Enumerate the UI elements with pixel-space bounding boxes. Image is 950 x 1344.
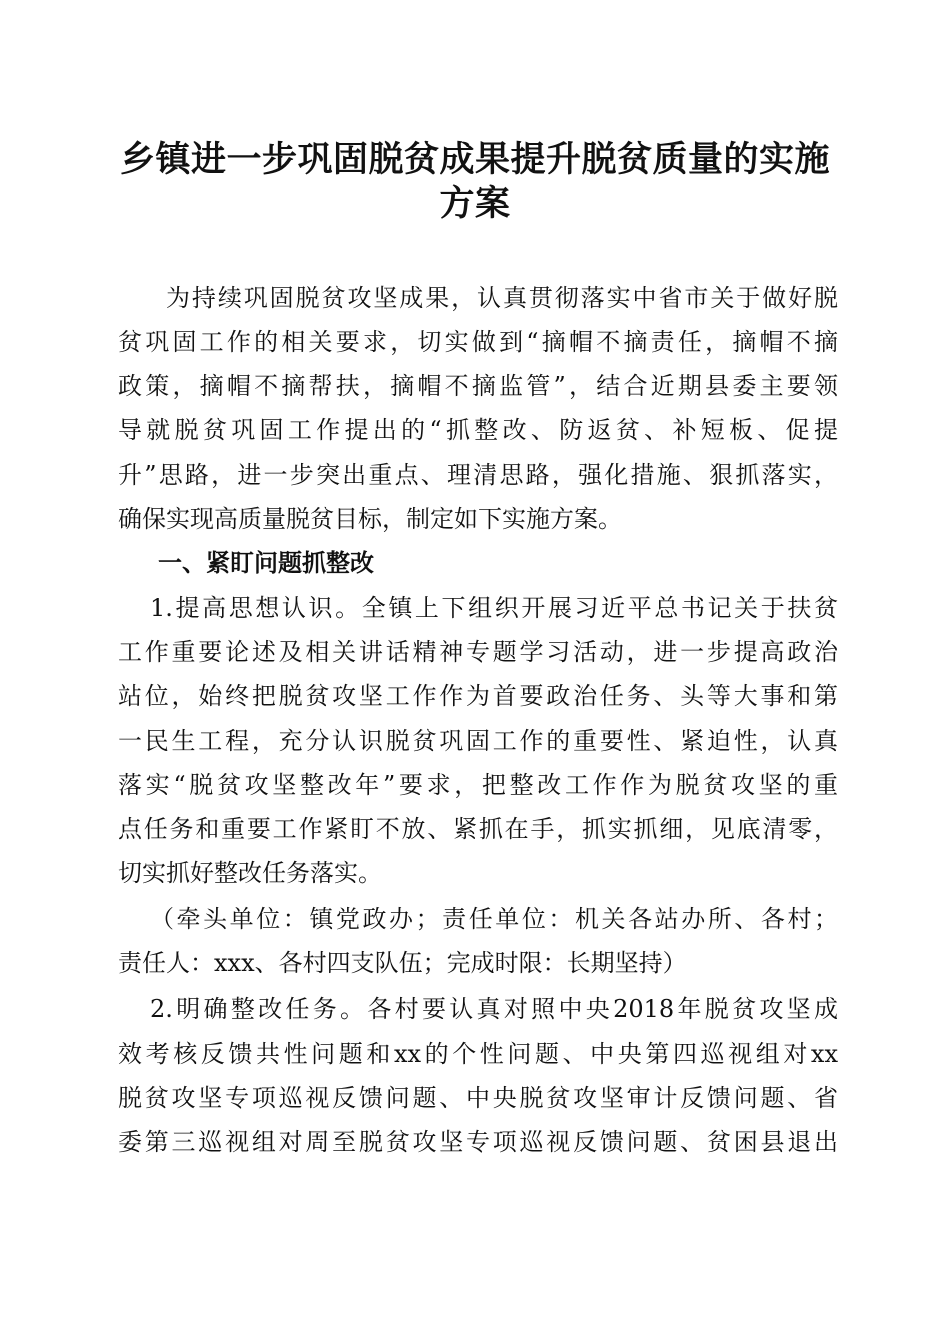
section-heading: 一、紧盯问题抓整改	[158, 549, 374, 577]
intro-line: 为持续巩固脱贫攻坚成果，认真贯彻落实中省市关于做好脱	[166, 284, 838, 312]
item-1-line: 1.提高思想认识。全镇上下组织开展习近平总书记关于扶贫	[150, 594, 838, 622]
item-2-line: 效考核反馈共性问题和xx的个性问题、中央第四巡视组对xx	[118, 1040, 838, 1068]
item-1-line: 点任务和重要工作紧盯不放、紧抓在手，抓实抓细，见底清零，	[118, 815, 838, 843]
item-2-line: 委第三巡视组对周至脱贫攻坚专项巡视反馈问题、贫困县退出	[118, 1128, 838, 1156]
intro-line: 贫巩固工作的相关要求，切实做到“摘帽不摘责任，摘帽不摘	[118, 328, 838, 356]
item-1-note-line: 责任人：xxx、各村四支队伍；完成时限：长期坚持）	[118, 949, 687, 977]
item-1-line: 一民生工程，充分认识脱贫巩固工作的重要性、紧迫性，认真	[118, 727, 838, 755]
document-title-line-2: 方案	[439, 184, 511, 224]
item-1-line: 切实抓好整改任务落实。	[118, 859, 382, 887]
item-2-line: 脱贫攻坚专项巡视反馈问题、中央脱贫攻坚审计反馈问题、省	[118, 1084, 838, 1112]
intro-line: 导就脱贫巩固工作提出的“抓整改、防返贫、补短板、促提	[118, 416, 838, 444]
item-2-line: 2.明确整改任务。各村要认真对照中央2018年脱贫攻坚成	[150, 995, 838, 1023]
document-title-line-1: 乡镇进一步巩固脱贫成果提升脱贫质量的实施	[119, 140, 830, 180]
intro-line: 政策，摘帽不摘帮扶，摘帽不摘监管”，结合近期县委主要领	[118, 372, 838, 400]
item-1-line: 站位，始终把脱贫攻坚工作作为首要政治任务、头等大事和第	[118, 682, 838, 710]
intro-line: 确保实现高质量脱贫目标，制定如下实施方案。	[118, 505, 622, 533]
item-1-line: 落实“脱贫攻坚整改年”要求，把整改工作作为脱贫攻坚的重	[118, 771, 838, 799]
item-1-line: 工作重要论述及相关讲话精神专题学习活动，进一步提高政治	[118, 638, 838, 666]
intro-line: 升”思路，进一步突出重点、理清思路，强化措施、狠抓落实，	[118, 461, 838, 489]
item-1-note-line: （牵头单位：镇党政办；责任单位：机关各站办所、各村；	[150, 905, 838, 933]
